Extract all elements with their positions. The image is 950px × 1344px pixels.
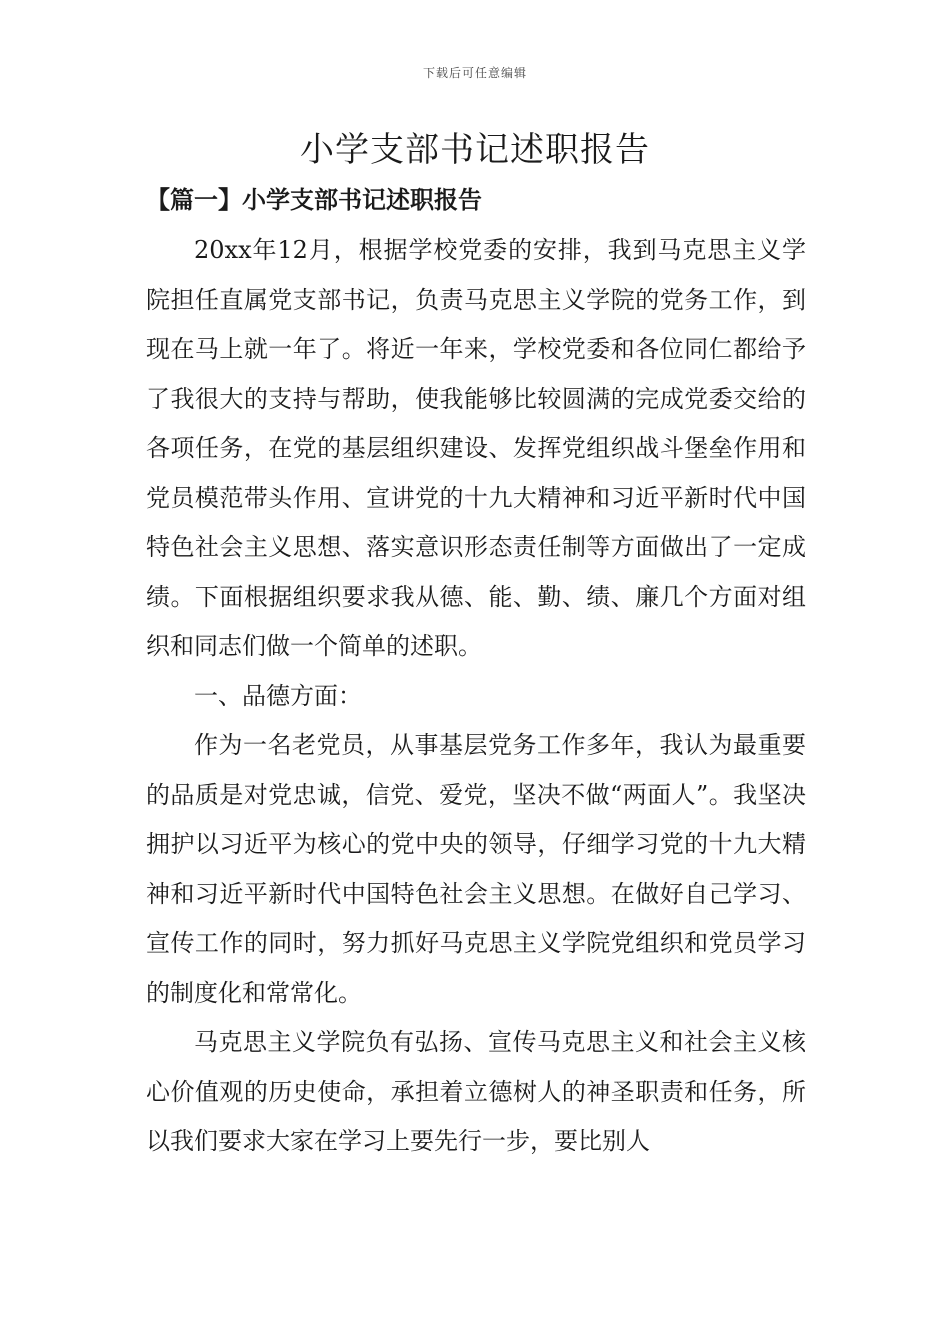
paragraph-heading-virtue: 一、品德方面： xyxy=(194,681,362,710)
document-title: 小学支部书记述职报告 xyxy=(300,130,650,170)
header-note: 下载后可任意编辑 xyxy=(422,66,527,80)
document-body xyxy=(146,226,806,1167)
paragraph-mission: 马克思主义学院负有弘扬、宣传马克思主义和社会主义核心价值观的历史使命，承担着立德树人的神圣职责和任务，所以我们要求大家在学习上要先行一步，要比别人 xyxy=(146,1028,806,1155)
paragraph-intro: 20xx年12月，根据学校党委的安排，我到马克思主义学院担任直属党支部书记，负责马克思主义学院的党务工作，到现在马上就一年了。将近一年来，学校党委和各位同仁都给予了我很大的支持与帮助，使我能够比较圆满的完成党委交给的各项任务，在党的基层组织建设、发挥党组织战斗堡垒作用和党员模范带头作用、宣讲党的十九大精神和习近平新时代中国特色社会主义思想、落实意识形态责任制等方面做出了一定成绩。下面根据组织要求我从德、能、勤、绩、廉几个方面对组织和同志们做一个简单的述职。 xyxy=(146,236,806,660)
paragraph-loyalty: 作为一名老党员，从事基层党务工作多年，我认为最重要的品质是对党忠诚，信党、爱党，坚决不做“两面人”。我坚决拥护以习近平为核心的党中央的领导，仔细学习党的十九大精神和习近平新时代中国特色社会主义思想。在做好自己学习、宣传工作的同时，努力抓好马克思主义学院党组织和党员学习的制度化和常常化。 xyxy=(146,731,806,1007)
section-heading: 【篇一】小学支部书记述职报告 xyxy=(146,185,482,214)
